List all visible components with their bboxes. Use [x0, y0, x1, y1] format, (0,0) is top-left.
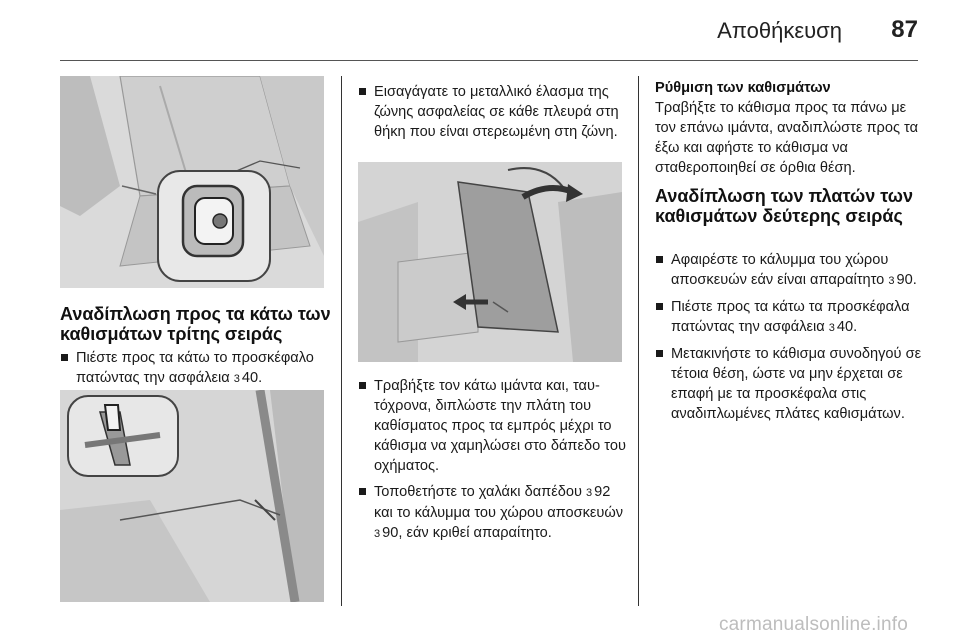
list-item-text: , εάν κριθεί απαραίτητο.: [398, 525, 552, 541]
list-item: [655, 344, 925, 424]
page-ref: 90: [382, 525, 399, 541]
ref-arrow-icon: 3: [888, 275, 895, 287]
ref-arrow-icon: 3: [374, 528, 381, 540]
figure-trunk-release: [60, 76, 324, 288]
list-item-text: Αφαιρέστε το κάλυμμα του χώρου αποσκευών εάν είναι απαραίτητο: [671, 252, 889, 288]
subheading-seat-adjust: Ρύθμιση των καθισμάτων: [655, 80, 831, 96]
list-item-text: και το κάλυμμα του χώρου αποσκευών: [374, 505, 624, 521]
page-ref: 40.: [836, 319, 858, 335]
list-item-text: Τοποθετήστε το χαλάκι δαπέδου: [374, 484, 582, 500]
list-item-text: Πιέστε προς τα κάτω τα προσκέφαλα πατώντας την ασφάλεια: [671, 299, 910, 335]
list-item-text: Τραβήξτε τον κάτω ιμάντα και, ταυτόχρονα, διπλώστε την πλάτη του καθίσματος προς τα εμπρός μέχρι το κάθισμα να χαμηλώσει στο δάπεδο του οχήματος.: [374, 378, 626, 474]
column-divider-1: [341, 76, 342, 606]
watermark-url[interactable]: carmanualsonline.info: [718, 614, 908, 635]
col2-top-instructions: [358, 82, 630, 146]
list-item: [655, 250, 925, 291]
heading-third-row-fold: Αναδίπλωση προς τα κάτω των καθισμάτων τρίτης σειράς: [60, 304, 331, 344]
header-rule: [60, 60, 918, 61]
page-number: 87: [891, 16, 918, 43]
figure-seat-belt-clip: [60, 390, 324, 602]
list-item-text: Μετακινήστε το κάθισμα συνοδηγού σε τέτοια θέση, ώστε να μην έρχεται σε επαφή με τα προσκέφαλα στις αναδιπλωμένες πλάτες καθισμάτων.: [671, 346, 922, 422]
ref-arrow-icon: 3: [233, 373, 240, 385]
list-item-text: Πιέστε προς τα κάτω το προσκέφαλο πατώντας την ασφάλεια: [76, 350, 314, 386]
col3-instructions: [655, 250, 925, 428]
figure-seat-fold: [358, 162, 622, 362]
running-header-title: Αποθήκευση: [717, 18, 842, 43]
col1-instructions: [60, 348, 335, 393]
page-ref: 90.: [896, 272, 917, 288]
list-item-text: Εισαγάγατε το μεταλλικό έλασμα της ζώνης ασφαλείας σε κάθε πλευρά στη θήκη που είναι στερεωμένη στη ζώνη.: [374, 84, 619, 140]
seat-adjust-paragraph: Τραβήξτε το κάθισμα προς τα πάνω με τον επάνω ιμάντα, αναδιπλώστε προς τα έξω και αφήστε το κάθισμα να σταθεροποιηθεί σε όρθια θέση.: [655, 100, 919, 176]
heading-second-row-fold: Αναδίπλωση των πλατών των καθισμάτων δεύτερης σειράς: [655, 186, 913, 226]
page-ref: 92: [594, 484, 611, 500]
list-item: [358, 482, 630, 544]
ref-arrow-icon: 3: [828, 322, 835, 334]
col2-bottom-instructions: [358, 376, 630, 548]
column-divider-2: [638, 76, 639, 606]
ref-arrow-icon: 3: [586, 487, 593, 499]
list-item: [655, 297, 925, 338]
list-item: [60, 348, 335, 389]
page-ref: 40.: [241, 370, 263, 386]
list-item: [358, 376, 630, 476]
list-item: [358, 82, 630, 142]
